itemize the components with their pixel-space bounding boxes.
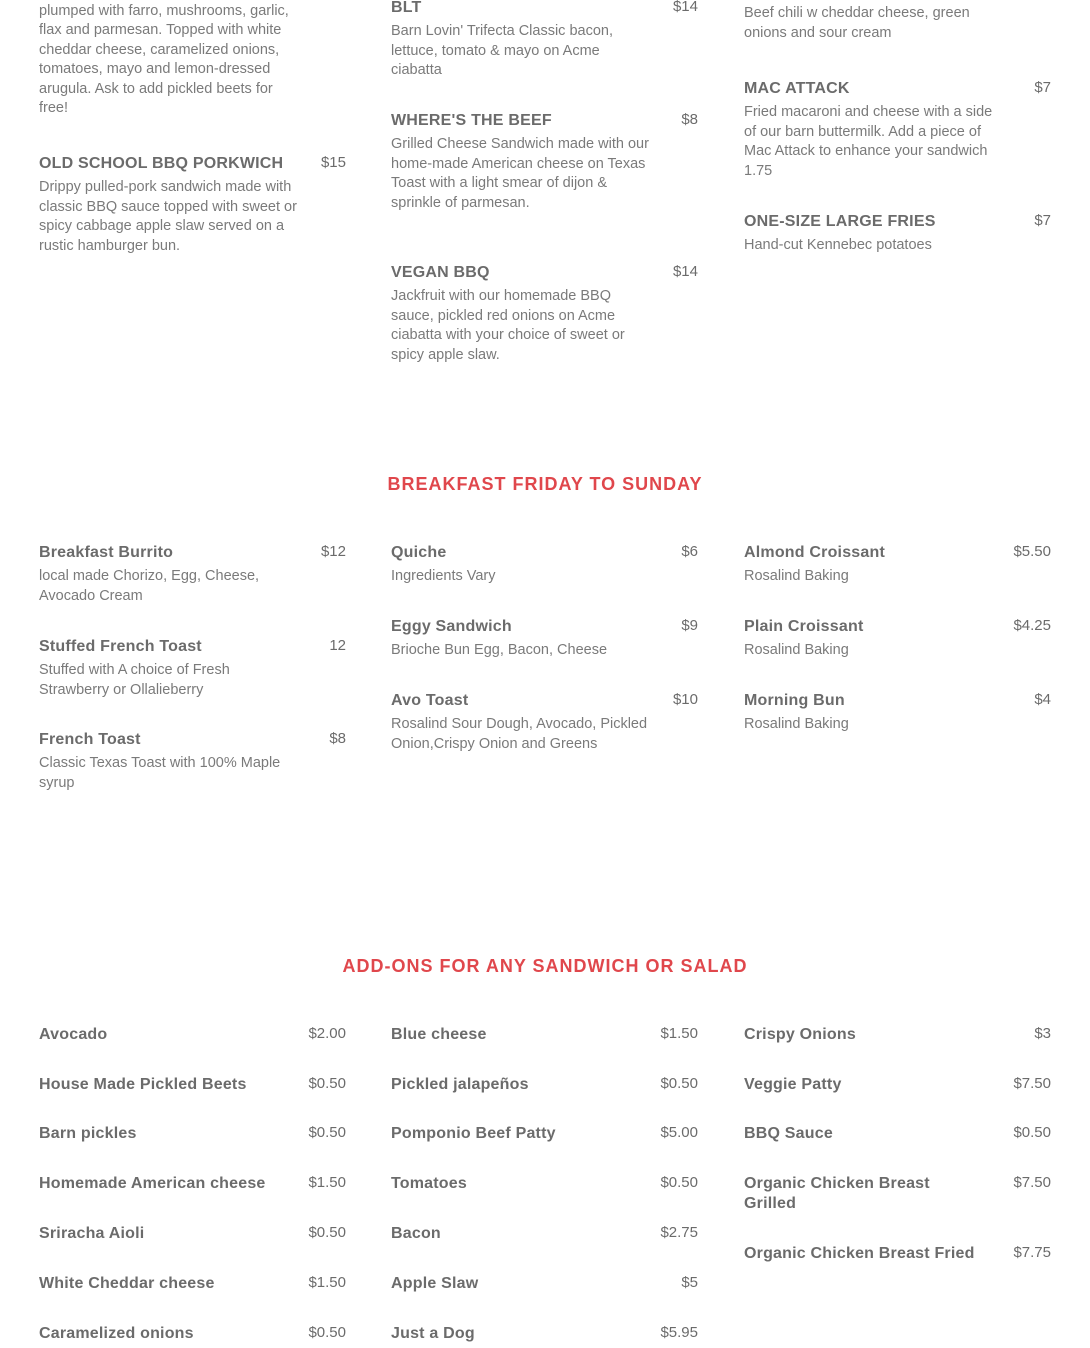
- item-price: $15: [320, 154, 346, 171]
- menu-item: [39, 0, 346, 119]
- item-description: Rosalind Baking: [744, 642, 849, 658]
- item-description: Barn Lovin' Trifecta Classic bacon, lettuce, tomato & mayo on Acme ciabatta: [391, 23, 613, 78]
- item-price: $3: [1034, 1025, 1051, 1042]
- item-name: Apple Slaw: [391, 1275, 479, 1292]
- item-name: Pickled jalapeños: [391, 1076, 529, 1093]
- item-description: local made Chorizo, Egg, Cheese, Avocado Cream: [39, 568, 260, 604]
- addon-item: [391, 1224, 698, 1244]
- item-price: $1.50: [660, 1025, 698, 1042]
- item-price: $0.50: [1013, 1124, 1051, 1141]
- item-price: $0.50: [308, 1324, 346, 1341]
- item-name: White Cheddar cheese: [39, 1275, 215, 1292]
- addon-item: [391, 1025, 698, 1045]
- item-name: Caramelized onions: [39, 1325, 194, 1342]
- addon-item: [391, 1075, 698, 1095]
- item-price: $4.25: [1013, 617, 1051, 634]
- addon-item: [39, 1025, 346, 1045]
- menu-item: [39, 543, 346, 606]
- menu-item: [744, 79, 1051, 181]
- menu-item: [39, 154, 346, 256]
- menu-item: [744, 617, 1051, 661]
- menu-item: [39, 637, 346, 700]
- item-description: Rosalind Baking: [744, 716, 849, 732]
- item-name: Homemade American cheese: [39, 1175, 266, 1192]
- item-price: $12: [320, 543, 346, 560]
- item-name: Blue cheese: [391, 1026, 487, 1043]
- item-name: Sriracha Aioli: [39, 1225, 145, 1242]
- menu-item: [391, 691, 698, 754]
- item-price: $9: [681, 617, 698, 634]
- menu-item: [744, 212, 1051, 256]
- item-price: $6: [681, 543, 698, 560]
- menu-item: [391, 543, 698, 587]
- menu-item: [391, 0, 698, 81]
- item-price: $7.50: [1013, 1075, 1051, 1092]
- item-price: 12: [329, 637, 346, 654]
- addon-item: [39, 1174, 346, 1194]
- item-description: Beef chili w cheddar cheese, green onions and sour cream: [744, 5, 970, 41]
- item-price: $5.95: [660, 1324, 698, 1341]
- item-description: Stuffed with A choice of Fresh Strawberry or Ollalieberry: [39, 662, 230, 698]
- item-price: $7: [1034, 212, 1051, 229]
- item-name: Just a Dog: [391, 1325, 475, 1342]
- addon-item: [744, 1174, 1051, 1214]
- item-name: ONE-SIZE LARGE FRIES: [744, 213, 936, 230]
- item-price: $0.50: [308, 1075, 346, 1092]
- item-price: $14: [672, 263, 698, 280]
- menu-item: [391, 263, 698, 365]
- item-name: Morning Bun: [744, 692, 845, 709]
- menu-item: [391, 617, 698, 661]
- item-name: Organic Chicken Breast Fried: [744, 1245, 975, 1262]
- item-description: Rosalind Baking: [744, 568, 849, 584]
- item-name: Avo Toast: [391, 692, 469, 709]
- addon-item: [39, 1075, 346, 1095]
- item-description: Classic Texas Toast with 100% Maple syrup: [39, 755, 281, 791]
- menu-item: [39, 730, 346, 793]
- item-name: BLT: [391, 0, 422, 16]
- item-name: Pomponio Beef Patty: [391, 1125, 556, 1142]
- addon-item: [744, 1244, 1051, 1264]
- item-name: Avocado: [39, 1026, 108, 1043]
- item-price: $5.50: [1013, 543, 1051, 560]
- item-name: Bacon: [391, 1225, 441, 1242]
- item-description: Brioche Bun Egg, Bacon, Cheese: [391, 642, 608, 658]
- item-price: $2.75: [660, 1224, 698, 1241]
- item-name: Quiche: [391, 544, 447, 561]
- addon-item: [391, 1324, 698, 1344]
- breakfast-heading: BREAKFAST FRIDAY TO SUNDAY: [387, 474, 703, 494]
- item-price: $8: [681, 111, 698, 128]
- item-price: $10: [672, 691, 698, 708]
- item-price: $5: [681, 1274, 698, 1291]
- item-description: Grilled Cheese Sandwich made with our home-made American cheese on Texas Toast with a light smear of dijon & sprinkle of parmesan.: [391, 136, 649, 211]
- menu-item: [744, 691, 1051, 735]
- item-price: $5.00: [660, 1124, 698, 1141]
- item-name: Breakfast Burrito: [39, 544, 174, 561]
- addon-item: [39, 1124, 346, 1144]
- item-price: $1.50: [308, 1274, 346, 1291]
- item-name: Organic Chicken Breast Grilled: [744, 1175, 930, 1212]
- item-description: plumped with farro, mushrooms, garlic, flax and parmesan. Topped with white cheddar cheese, caramelized onions, tomatoes, mayo and lemon-dressed arugula. Ask to add pickled beets for free!: [39, 2, 289, 116]
- addons-heading: ADD-ONS FOR ANY SANDWICH OR SALAD: [342, 956, 748, 976]
- item-price: $0.50: [308, 1124, 346, 1141]
- addon-item: [39, 1324, 346, 1344]
- item-price: $0.50: [308, 1224, 346, 1241]
- item-description: Rosalind Sour Dough, Avocado, Pickled Onion,Crispy Onion and Greens: [391, 716, 648, 752]
- item-name: French Toast: [39, 731, 141, 748]
- item-name: Plain Croissant: [744, 618, 864, 635]
- item-price: $8: [329, 730, 346, 747]
- menu-item: [744, 0, 1051, 43]
- menu-item: [744, 543, 1051, 587]
- addon-item: [391, 1274, 698, 1294]
- addon-item: [744, 1075, 1051, 1095]
- addon-item: [391, 1174, 698, 1194]
- item-name: BBQ Sauce: [744, 1125, 833, 1142]
- item-name: House Made Pickled Beets: [39, 1076, 247, 1093]
- addon-item: [39, 1274, 346, 1294]
- addon-item: [391, 1124, 698, 1144]
- item-name: Crispy Onions: [744, 1026, 856, 1043]
- addon-item: [39, 1224, 346, 1244]
- item-name: Tomatoes: [391, 1175, 467, 1192]
- item-price: $7.75: [1013, 1244, 1051, 1261]
- item-price: $4: [1034, 691, 1051, 708]
- item-description: Fried macaroni and cheese with a side of our barn buttermilk. Add a piece of Mac Attack to enhance your sandwich 1.75: [744, 104, 993, 179]
- item-name: MAC ATTACK: [744, 80, 850, 97]
- item-name: VEGAN BBQ: [391, 264, 490, 281]
- item-name: OLD SCHOOL BBQ PORKWICH: [39, 155, 284, 172]
- item-price: $0.50: [660, 1075, 698, 1092]
- item-description: Ingredients Vary: [391, 568, 496, 584]
- item-name: Almond Croissant: [744, 544, 885, 561]
- item-price: $1.50: [308, 1174, 346, 1191]
- item-name: WHERE'S THE BEEF: [391, 112, 552, 129]
- item-name: Veggie Patty: [744, 1076, 842, 1093]
- item-description: Hand-cut Kennebec potatoes: [744, 237, 932, 253]
- addon-item: [744, 1124, 1051, 1144]
- item-name: Barn pickles: [39, 1125, 137, 1142]
- menu-item: [391, 111, 698, 213]
- item-price: $2.00: [308, 1025, 346, 1042]
- item-description: Jackfruit with our homemade BBQ sauce, pickled red onions on Acme ciabatta with your choice of sweet or spicy apple slaw.: [391, 288, 625, 363]
- item-description: Drippy pulled-pork sandwich made with classic BBQ sauce topped with sweet or spicy cabbage apple slaw served on a rustic hamburger bun.: [39, 179, 297, 254]
- item-price: $14: [672, 0, 698, 15]
- item-price: $0.50: [660, 1174, 698, 1191]
- item-name: Stuffed French Toast: [39, 638, 202, 655]
- addon-item: [744, 1025, 1051, 1045]
- item-price: $7.50: [1013, 1174, 1051, 1191]
- item-name: Eggy Sandwich: [391, 618, 512, 635]
- item-price: $7: [1034, 79, 1051, 96]
